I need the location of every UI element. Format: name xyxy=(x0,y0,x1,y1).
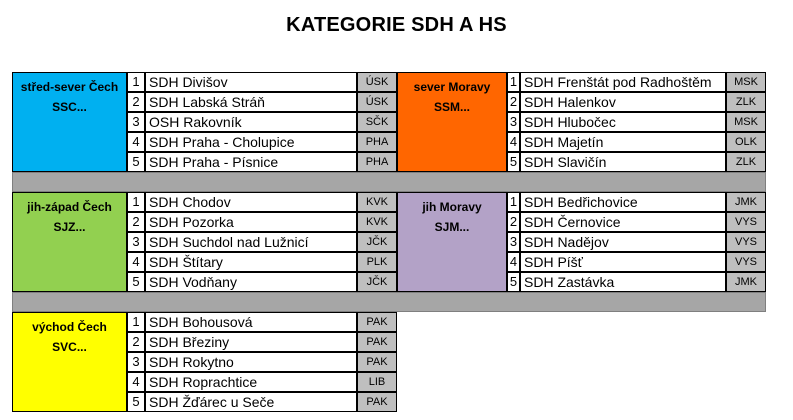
team-name: SDH Majetín xyxy=(520,132,726,152)
region-code: ÚSK xyxy=(357,92,397,112)
category-label: východ Čech xyxy=(32,320,107,334)
team-name: OSH Rakovník xyxy=(145,112,357,132)
region-code: JČK xyxy=(357,232,397,252)
region-code: JČK xyxy=(357,272,397,292)
row-number: 2 xyxy=(127,212,145,232)
category-cell xyxy=(12,312,127,412)
team-name: SDH Nadějov xyxy=(520,232,726,252)
row-number: 3 xyxy=(127,232,145,252)
row-number: 1 xyxy=(127,312,145,332)
region-code: MSK xyxy=(726,112,766,132)
row-number: 5 xyxy=(127,272,145,292)
region-code: ZLK xyxy=(726,92,766,112)
region-code: LIB xyxy=(357,372,397,392)
region-code: KVK xyxy=(357,192,397,212)
separator-bar xyxy=(12,292,766,312)
team-name: SDH Praha - Písnice xyxy=(145,152,357,172)
row-number: 4 xyxy=(507,132,520,152)
region-code: PLK xyxy=(357,252,397,272)
team-name: SDH Labská Stráň xyxy=(145,92,357,112)
row-number: 2 xyxy=(507,92,520,112)
team-name: SDH Roprachtice xyxy=(145,372,357,392)
row-number: 4 xyxy=(127,252,145,272)
row-number: 4 xyxy=(127,372,145,392)
team-name: SDH Žďárec u Seče xyxy=(145,392,357,412)
row-number: 5 xyxy=(507,272,520,292)
team-name: SDH Halenkov xyxy=(520,92,726,112)
row-number: 3 xyxy=(507,232,520,252)
category-abbr: SJZ... xyxy=(53,220,86,234)
row-number: 3 xyxy=(507,112,520,132)
category-cell xyxy=(12,192,127,292)
region-code: PHA xyxy=(357,152,397,172)
team-name: SDH Vodňany xyxy=(145,272,357,292)
row-number: 5 xyxy=(127,392,145,412)
category-label: jih-západ Čech xyxy=(27,200,112,214)
row-number: 2 xyxy=(127,92,145,112)
team-name: SDH Suchdol nad Lužnicí xyxy=(145,232,357,252)
team-name: SDH Bedřichovice xyxy=(520,192,726,212)
team-name: SDH Zastávka xyxy=(520,272,726,292)
team-name: SDH Pozorka xyxy=(145,212,357,232)
row-number: 1 xyxy=(507,192,520,212)
region-code: JMK xyxy=(726,192,766,212)
region-code: JMK xyxy=(726,272,766,292)
row-number: 2 xyxy=(507,212,520,232)
region-code: PAK xyxy=(357,392,397,412)
region-code: PAK xyxy=(357,312,397,332)
region-code: PHA xyxy=(357,132,397,152)
page-title: KATEGORIE SDH A HS xyxy=(286,14,507,36)
region-code: SČK xyxy=(357,112,397,132)
region-code: MSK xyxy=(726,72,766,92)
team-name: SDH Černovice xyxy=(520,212,726,232)
category-cell xyxy=(12,72,127,172)
category-abbr: SVC... xyxy=(52,340,87,354)
team-name: SDH Slavičín xyxy=(520,152,726,172)
team-name: SDH Frenštát pod Radhoštěm xyxy=(520,72,726,92)
row-number: 3 xyxy=(127,352,145,372)
row-number: 3 xyxy=(127,112,145,132)
team-name: SDH Rokytno xyxy=(145,352,357,372)
row-number: 1 xyxy=(507,72,520,92)
team-name: SDH Březiny xyxy=(145,332,357,352)
row-number: 4 xyxy=(507,252,520,272)
team-name: SDH Píšť xyxy=(520,252,726,272)
category-label: sever Moravy xyxy=(413,80,491,94)
category-table xyxy=(12,72,766,412)
region-code: PAK xyxy=(357,352,397,372)
region-code: OLK xyxy=(726,132,766,152)
region-code: VYS xyxy=(726,212,766,232)
category-label: střed-sever Čech xyxy=(20,80,119,94)
region-code: KVK xyxy=(357,212,397,232)
row-number: 5 xyxy=(127,152,145,172)
row-number: 4 xyxy=(127,132,145,152)
team-name: SDH Bohousová xyxy=(145,312,357,332)
category-abbr: SSM... xyxy=(433,100,470,114)
separator-bar xyxy=(12,172,766,192)
category-label: jih Moravy xyxy=(422,200,482,214)
row-number: 1 xyxy=(127,72,145,92)
category-cell xyxy=(397,72,507,172)
region-code: VYS xyxy=(726,232,766,252)
row-number: 5 xyxy=(507,152,520,172)
team-name: SDH Hlubočec xyxy=(520,112,726,132)
team-name: SDH Praha - Cholupice xyxy=(145,132,357,152)
row-number: 1 xyxy=(127,192,145,212)
region-code: ZLK xyxy=(726,152,766,172)
category-cell xyxy=(397,192,507,292)
category-abbr: SSC... xyxy=(52,100,87,114)
team-name: SDH Chodov xyxy=(145,192,357,212)
category-abbr: SJM... xyxy=(434,220,470,234)
team-name: SDH Divišov xyxy=(145,72,357,92)
region-code: PAK xyxy=(357,332,397,352)
row-number: 2 xyxy=(127,332,145,352)
team-name: SDH Štítary xyxy=(145,252,357,272)
region-code: VYS xyxy=(726,252,766,272)
region-code: ÚSK xyxy=(357,72,397,92)
